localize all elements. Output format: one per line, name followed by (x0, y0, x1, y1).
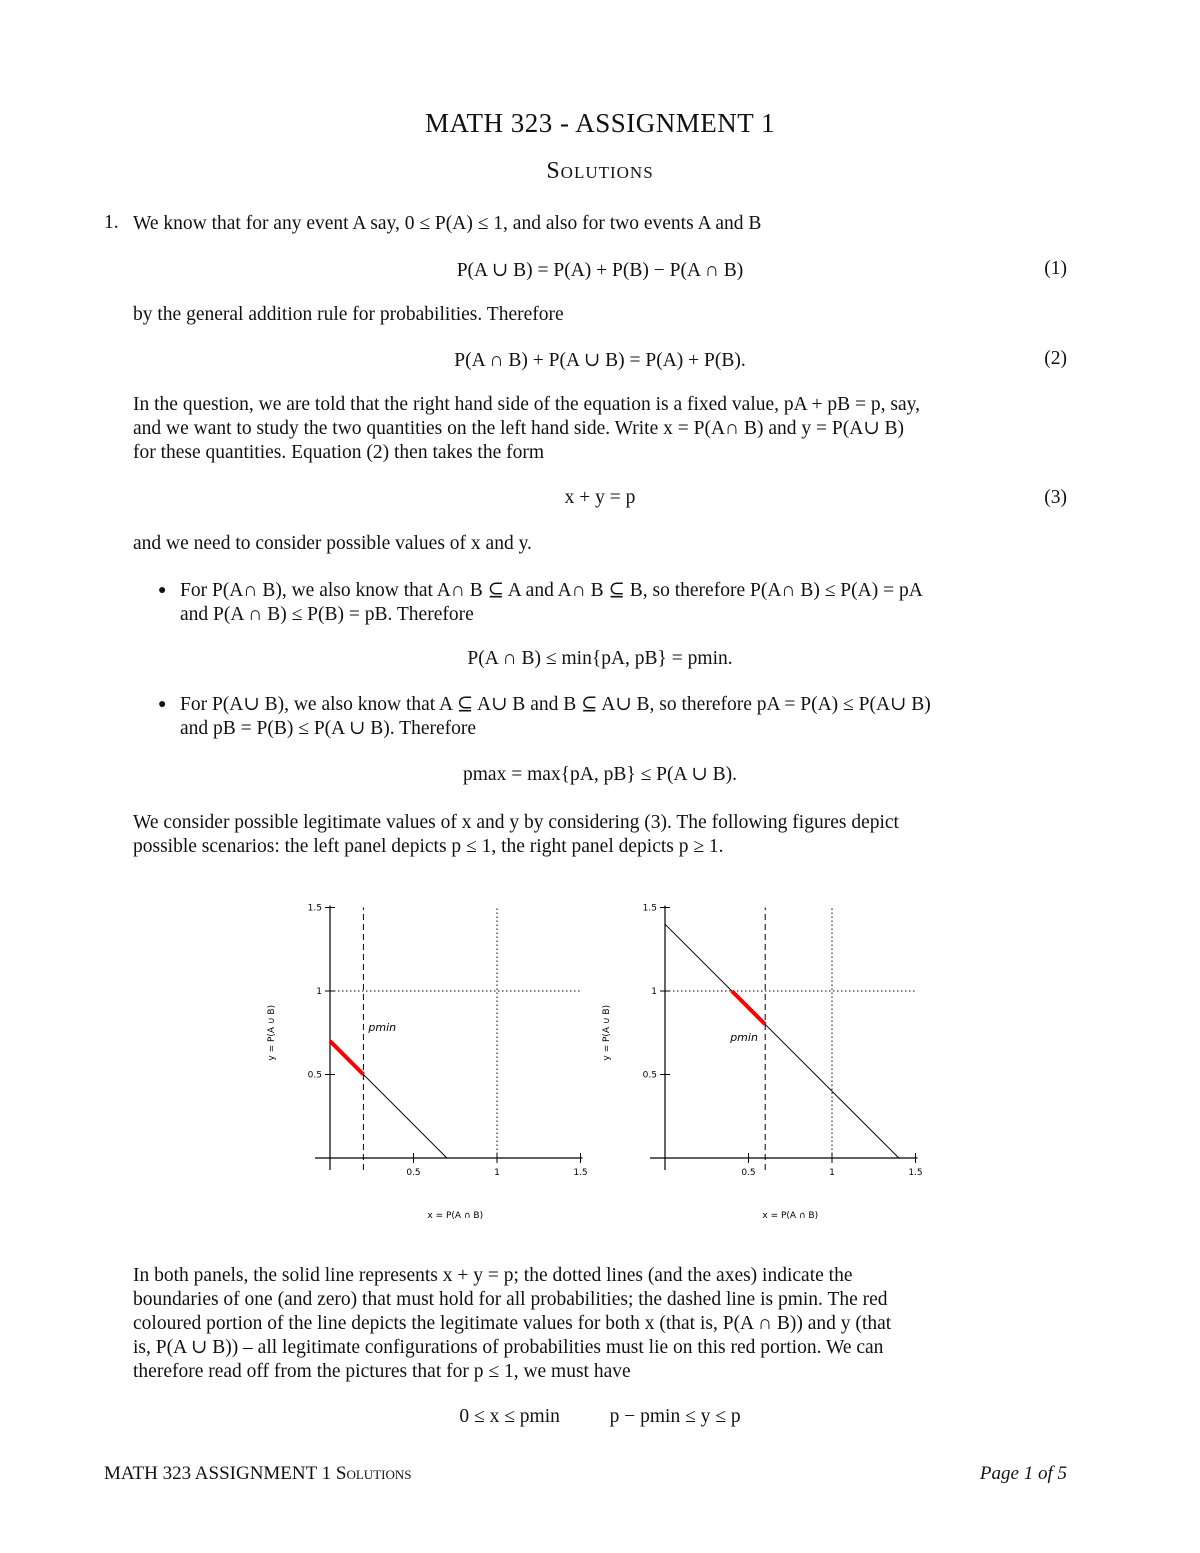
footer-page-number: Page 1 of 5 (979, 1463, 1067, 1484)
page-title: MATH 323 - ASSIGNMENT 1 (424, 108, 776, 138)
x-tick-label: 1 (829, 1168, 835, 1178)
equation-2: P(A ∩ B) + P(A ∪ B) = P(A) + P(B). (454, 350, 746, 371)
bullet-1-line-1: For P(A∩ B), we also know that A∩ B ⊆ A and A∩ B ⊆ B, so therefore P(A∩ B) ≤ P(A) = pA (180, 580, 923, 601)
bullet-2-equation: pmax = max{pA, pB} ≤ P(A ∪ B). (463, 764, 737, 785)
chart-left-panel (260, 890, 600, 1230)
y-tick-label: 1.5 (642, 903, 657, 914)
y-axis-label: y = P(A ∪ B) (602, 1004, 612, 1061)
paragraph-5-line-3: coloured portion of the line depicts the legitimate values for both x (that is, P(A ∩ B)) and y (that (133, 1313, 892, 1334)
paragraph-4-line-1: We consider possible legitimate values of x and y by considering (3). The following figures depict (133, 812, 899, 833)
x-axis-label: x = P(A ∩ B) (762, 1211, 819, 1221)
equation-1: P(A ∪ B) = P(A) + P(B) − P(A ∩ B) (456, 260, 744, 281)
question-intro: We know that for any event A say, 0 ≤ P(A) ≤ 1, and also for two events A and B (133, 213, 762, 234)
bullet-2-line-1: For P(A∪ B), we also know that A ⊆ A∪ B and B ⊆ A∪ B, so therefore pA = P(A) ≤ P(A∪ B) (180, 694, 931, 715)
paragraph-2-line-2: and we want to study the two quantities on the left hand side. Write x = P(A∩ B) and y = P(A∪ B) (133, 418, 905, 439)
paragraph-5-line-2: boundaries of one (and zero) that must hold for all probabilities; the dashed line is pmin. The red (133, 1289, 888, 1310)
bullet-icon: ● (158, 697, 167, 712)
equation-2-label: (2) (1044, 348, 1067, 369)
paragraph-4-line-2: possible scenarios: the left panel depicts p ≤ 1, the right panel depicts p ≥ 1. (133, 836, 724, 857)
paragraph-5-line-4: is, P(A ∪ B)) – all legitimate configurations of probabilities must lie on this red portion. We can (133, 1337, 884, 1358)
paragraph-5-line-5: therefore read off from the pictures that for p ≤ 1, we must have (133, 1361, 631, 1382)
solid-line-x-plus-y-equals-p (665, 924, 899, 1158)
y-axis-label: y = P(A ∪ B) (267, 1004, 277, 1061)
pmin-label: pmin (368, 1021, 397, 1035)
y-tick-label: 1 (651, 987, 657, 997)
x-tick-label: 1 (494, 1168, 500, 1178)
page-subtitle: Solutions (546, 158, 654, 184)
bullet-1-line-2: and P(A ∩ B) ≤ P(B) = pB. Therefore (180, 604, 474, 625)
bullet-2-line-2: and pB = P(B) ≤ P(A ∪ B). Therefore (180, 718, 477, 739)
y-tick-label: 1.5 (307, 903, 322, 914)
red-legitimate-segment (732, 991, 765, 1024)
x-tick-label: 1.5 (573, 1168, 588, 1178)
equation-1-label: (1) (1044, 258, 1067, 279)
paragraph-3: and we need to consider possible values of x and y. (133, 533, 532, 554)
y-tick-label: 0.5 (307, 1070, 322, 1081)
footer-left-prefix: MATH 323 ASSIGNMENT 1 (104, 1463, 336, 1484)
red-legitimate-segment (330, 1041, 363, 1074)
y-tick-label: 1 (316, 987, 322, 997)
x-tick-label: 0.5 (406, 1168, 421, 1178)
paragraph-1: by the general addition rule for probabilities. Therefore (133, 304, 564, 325)
y-tick-label: 0.5 (642, 1070, 657, 1081)
footer-left-suffix: Solutions (335, 1463, 412, 1484)
final-equation (133, 1406, 1067, 1428)
bullet-1-equation: P(A ∩ B) ≤ min{pA, pB} = pmin. (467, 648, 733, 669)
chart-right-panel (595, 890, 935, 1230)
final-equation-right: p − pmin ≤ y ≤ p (609, 1406, 741, 1427)
pmin-label: pmin (730, 1031, 758, 1045)
paragraph-5-line-1: In both panels, the solid line represents x + y = p; the dotted lines (and the axes) indicate the (133, 1265, 853, 1286)
footer-left (104, 1463, 411, 1485)
paragraph-2-line-3: for these quantities. Equation (2) then takes the form (133, 442, 545, 463)
final-equation-left: 0 ≤ x ≤ pmin (459, 1406, 560, 1427)
bullet-icon: ● (158, 583, 167, 598)
x-axis-label: x = P(A ∩ B) (427, 1211, 484, 1221)
x-tick-label: 1.5 (908, 1168, 923, 1178)
equation-3: x + y = p (564, 487, 636, 508)
question-number: 1. (104, 212, 119, 233)
x-tick-label: 0.5 (741, 1168, 756, 1178)
paragraph-2-line-1: In the question, we are told that the right hand side of the equation is a fixed value, pA + pB = p, say, (133, 394, 921, 415)
equation-3-label: (3) (1044, 487, 1067, 508)
